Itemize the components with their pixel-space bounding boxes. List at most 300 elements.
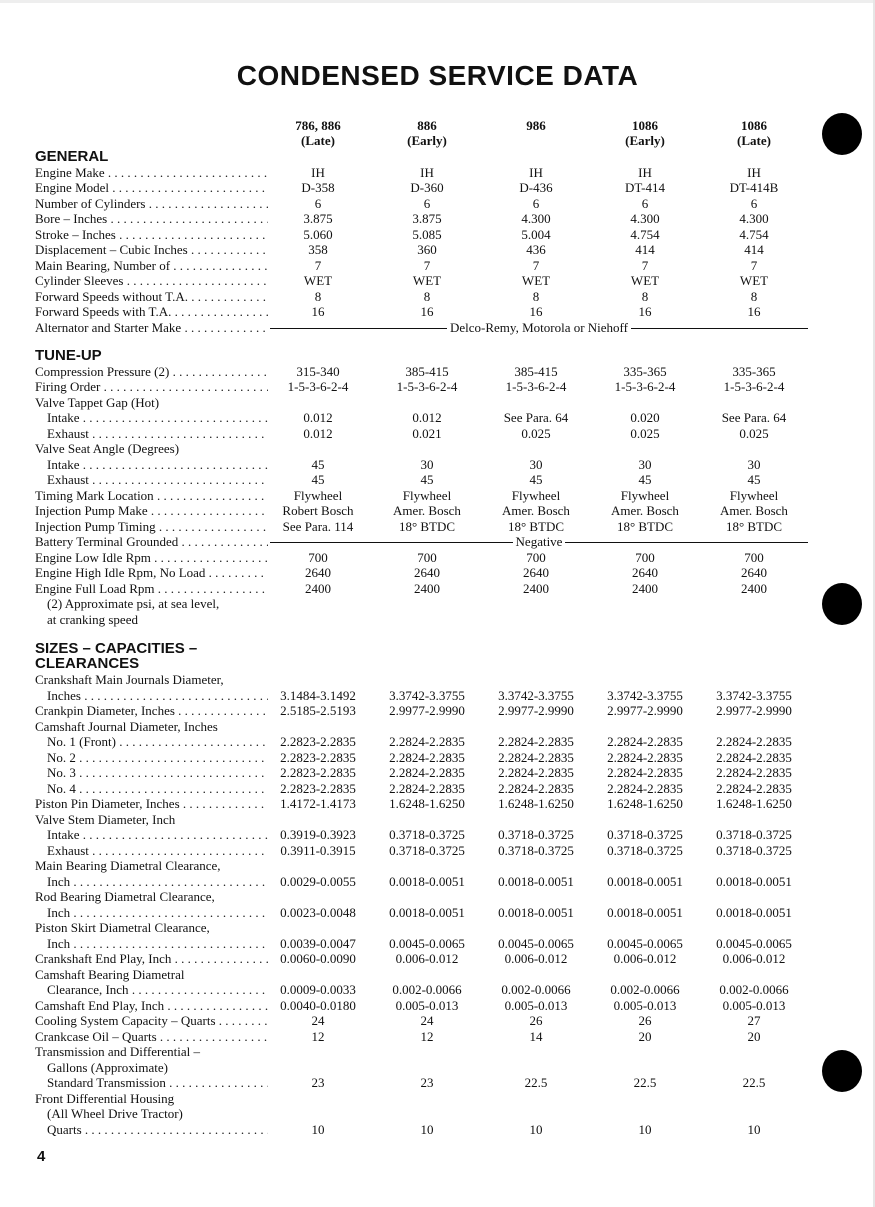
table-row [0, 905, 875, 921]
row-value: 20 [638, 1028, 652, 1044]
table-row [0, 734, 875, 750]
row-label: Cooling System Capacity – Quarts . . . [35, 1013, 268, 1029]
row-label: Engine Make . . . [35, 165, 268, 181]
row-value: 1.4172-1.4173 [280, 796, 356, 811]
row-value: 2.2824-2.2835 [607, 765, 683, 780]
row-label: Main Bearing, Number of . . . [35, 258, 268, 274]
row-value: 2.9977-2.9990 [716, 703, 792, 718]
table-row [0, 672, 875, 688]
row-value: 8 [423, 288, 431, 304]
section-general-heading: GENERAL [35, 148, 109, 165]
table-row [0, 998, 875, 1014]
row-value: 24 [311, 1013, 325, 1028]
table-row [0, 1060, 875, 1076]
row-value: 2.2824-2.2835 [607, 749, 683, 765]
table-row [0, 242, 875, 258]
row-label: Valve Tappet Gap (Hot) [35, 394, 160, 410]
row-value: 414 [635, 242, 655, 257]
table-row [0, 410, 875, 426]
row-value: IH [747, 164, 761, 180]
row-value: 0.3718-0.3725 [498, 842, 574, 858]
table-row [0, 967, 875, 983]
table-row [0, 719, 875, 735]
row-value: 2.2824-2.2835 [607, 780, 683, 796]
row-label: Exhaust . . . [47, 843, 268, 859]
row-value: 7 [641, 257, 649, 273]
row-value: 0.3718-0.3725 [716, 842, 792, 858]
row-value: WET [630, 273, 660, 288]
row-label: Inch . . . [47, 905, 268, 921]
table-row [0, 951, 875, 967]
row-value: 2.2823-2.2835 [280, 749, 356, 765]
row-value: 2.2824-2.2835 [607, 734, 683, 749]
row-value: 7 [423, 257, 431, 273]
row-value: D-360 [410, 180, 444, 195]
row-label: Inch . . . [47, 874, 268, 890]
row-value: 0.0045-0.0065 [607, 935, 683, 951]
row-label: Camshaft Bearing Diametral [35, 966, 185, 982]
row-value: 12 [311, 1028, 325, 1044]
row-value: 18° BTDC [616, 518, 674, 534]
row-label: Inches . . . [47, 688, 268, 704]
row-value: 4.754 [739, 226, 769, 242]
row-label: at cranking speed [47, 611, 138, 627]
row-value: 4.300 [521, 211, 551, 226]
table-row [0, 1013, 875, 1029]
table-row [0, 843, 875, 859]
row-label: Standard Transmission . . . [47, 1075, 268, 1091]
row-value: 23 [311, 1075, 325, 1090]
row-label: Crankpin Diameter, Inches . . . [35, 703, 268, 719]
row-value: 3.875 [303, 211, 333, 226]
row-label: Intake . . . [47, 827, 268, 843]
row-value: 2.2824-2.2835 [716, 749, 792, 765]
table-row [0, 858, 875, 874]
row-value: 700 [417, 549, 437, 565]
column-model: 1086 [632, 118, 658, 133]
binder-hole [822, 1050, 862, 1092]
table-row [0, 472, 875, 488]
row-label: Intake . . . [47, 457, 268, 473]
row-value: Amer. Bosch [611, 503, 679, 518]
row-value: 700 [635, 549, 655, 565]
row-value: 0.006-0.012 [395, 951, 459, 966]
row-value: 30 [529, 456, 543, 472]
row-value: 2.5185-2.5193 [280, 703, 356, 718]
row-value: 2400 [741, 580, 767, 596]
row-value: 0.0045-0.0065 [389, 935, 465, 951]
row-value: 16 [420, 304, 434, 319]
row-label: Crankshaft Main Journals Diameter, [35, 672, 224, 687]
row-value: 0.0060-0.0090 [280, 951, 356, 966]
row-value: 0.3718-0.3725 [498, 827, 574, 842]
row-value: See Para. 114 [282, 518, 354, 534]
row-label: Stroke – Inches . . . [35, 227, 268, 243]
row-value: 7 [750, 257, 758, 273]
row-value: 2.2824-2.2835 [389, 765, 465, 780]
row-value: 0.0045-0.0065 [716, 935, 792, 951]
table-row [0, 920, 875, 936]
row-value: 0.002-0.0066 [610, 982, 680, 997]
row-label: Valve Seat Angle (Degrees) [35, 441, 180, 456]
row-label: Rod Bearing Diametral Clearance, [35, 889, 215, 904]
table-row [0, 936, 875, 952]
row-value: 436 [526, 242, 546, 257]
spanning-value-text: Negative [513, 534, 566, 549]
row-value: 0.0018-0.0051 [716, 904, 792, 920]
table-row [0, 395, 875, 411]
row-value: 45 [311, 472, 325, 487]
row-value: DT-414 [625, 180, 665, 195]
row-label: No. 2 . . . [47, 750, 268, 766]
row-value: 3.1484-3.1492 [280, 687, 356, 703]
row-label: (All Wheel Drive Tractor) [47, 1106, 183, 1121]
table-row [0, 165, 875, 181]
row-value: 6 [314, 195, 322, 211]
row-label: No. 4 . . . [47, 781, 268, 797]
row-value: 2.2824-2.2835 [498, 734, 574, 749]
row-label: Firing Order . . . [35, 379, 268, 395]
row-value: 26 [529, 1013, 543, 1028]
row-value: Flywheel [729, 487, 779, 503]
row-value: 10 [638, 1121, 652, 1137]
table-row [0, 550, 875, 566]
table-row [0, 703, 875, 719]
column-header-3 [481, 118, 591, 133]
row-value: 1-5-3-6-2-4 [505, 379, 567, 394]
row-value: 2.2824-2.2835 [716, 765, 792, 780]
row-value: 26 [638, 1013, 652, 1028]
row-value: 3.875 [412, 211, 442, 226]
row-label: Camshaft End Play, Inch . . . [35, 998, 268, 1014]
row-label: Exhaust . . . [47, 472, 268, 488]
row-value: 18° BTDC [725, 518, 783, 534]
row-value: 0.0018-0.0051 [716, 873, 792, 889]
table-row [0, 457, 875, 473]
table-row [0, 827, 875, 843]
row-value: 0.005-0.013 [613, 997, 677, 1013]
row-value: 2.2824-2.2835 [498, 780, 574, 796]
row-value: 700 [308, 549, 328, 565]
table-row [0, 320, 875, 336]
table-row [0, 1106, 875, 1122]
row-value: 1-5-3-6-2-4 [396, 379, 458, 394]
column-variant: (Late) [301, 133, 335, 148]
row-value: WET [412, 273, 442, 288]
row-value: 385-415 [405, 363, 449, 379]
row-label: No. 3 . . . [47, 765, 268, 781]
table-row [0, 258, 875, 274]
table-row [0, 796, 875, 812]
row-value: 335-365 [623, 363, 667, 379]
row-value: 16 [311, 304, 325, 319]
row-value: 0.006-0.012 [722, 951, 786, 966]
row-value: 0.005-0.013 [722, 997, 786, 1013]
row-value: IH [420, 164, 434, 180]
row-label: Injection Pump Timing . . . [35, 519, 268, 535]
section-tuneup-heading: TUNE-UP [35, 347, 102, 364]
table-row [0, 1122, 875, 1138]
row-value: 8 [314, 288, 322, 304]
row-label: Crankshaft End Play, Inch . . . [35, 951, 268, 967]
row-value: 23 [420, 1075, 434, 1090]
table-row [0, 196, 875, 212]
row-value: DT-414B [729, 180, 779, 195]
row-value: 45 [420, 472, 434, 487]
row-value: 4.300 [739, 211, 769, 226]
row-value: 45 [311, 456, 325, 472]
row-value: 0.025 [630, 425, 660, 441]
row-value: 0.0018-0.0051 [389, 904, 465, 920]
row-value: 2.2824-2.2835 [498, 749, 574, 765]
row-label: Camshaft Journal Diameter, Inches [35, 718, 218, 734]
row-value: 0.005-0.013 [395, 997, 459, 1013]
row-label: Exhaust . . . [47, 426, 268, 442]
table-row [0, 596, 875, 612]
column-model: 986 [526, 118, 546, 133]
page-number: 4 [37, 1148, 46, 1165]
row-value: 1.6248-1.6250 [716, 796, 792, 811]
row-value: Amer. Bosch [393, 503, 461, 518]
row-value: D-358 [301, 180, 335, 195]
row-label: Bore – Inches . . . [35, 211, 268, 227]
column-header-2 [372, 118, 482, 148]
page-title: CONDENSED SERVICE DATA [236, 60, 639, 91]
row-value: 1-5-3-6-2-4 [723, 379, 785, 394]
row-value: 1-5-3-6-2-4 [614, 379, 676, 394]
table-row [0, 1044, 875, 1060]
row-value: 0.3718-0.3725 [389, 842, 465, 858]
spanning-value-text: Delco-Remy, Motorola or Niehoff [447, 320, 631, 335]
row-value: 2.9977-2.9990 [498, 703, 574, 718]
row-value: 0.002-0.0066 [501, 982, 571, 997]
row-value: 4.754 [630, 226, 660, 242]
row-label: Forward Speeds without T.A. . . . [35, 289, 268, 305]
row-value: 0.0018-0.0051 [498, 873, 574, 889]
table-row [0, 612, 875, 628]
row-value: 358 [308, 242, 328, 257]
row-value: 2.2824-2.2835 [389, 749, 465, 765]
row-value: 2.2824-2.2835 [716, 734, 792, 749]
row-value: Amer. Bosch [502, 503, 570, 518]
row-value: 0.3718-0.3725 [389, 827, 465, 842]
row-value: 360 [417, 242, 437, 257]
row-value: 0.012 [303, 410, 333, 425]
row-value: 700 [526, 549, 546, 565]
column-variant: (Early) [625, 133, 665, 148]
row-label: Clearance, Inch . . . [47, 982, 268, 998]
row-value: 3.3742-3.3755 [389, 687, 465, 703]
row-label: Piston Pin Diameter, Inches . . . [35, 796, 268, 812]
row-value: 6 [423, 195, 431, 211]
section-sizes-heading: SIZES – CAPACITIES – [35, 640, 198, 657]
row-value: 0.3919-0.3923 [280, 827, 356, 842]
row-value: 12 [420, 1028, 434, 1044]
row-value: Amer. Bosch [720, 503, 788, 518]
table-row [0, 1091, 875, 1107]
column-header-1 [263, 118, 373, 148]
table-row [0, 874, 875, 890]
row-label: Inch . . . [47, 936, 268, 952]
table-row [0, 982, 875, 998]
row-label: (2) Approximate psi, at sea level, [47, 596, 220, 611]
table-row [0, 1029, 875, 1045]
row-value: 2400 [414, 580, 440, 596]
row-label: Displacement – Cubic Inches . . . [35, 242, 268, 258]
table-row [0, 765, 875, 781]
row-value: 0.0018-0.0051 [607, 873, 683, 889]
row-value: 0.006-0.012 [613, 951, 677, 966]
row-value: 2.2824-2.2835 [716, 780, 792, 796]
column-model: 1086 [741, 118, 767, 133]
row-value: 10 [311, 1121, 325, 1137]
row-value: 1.6248-1.6250 [607, 796, 683, 811]
row-label: Engine Full Load Rpm . . . [35, 581, 268, 597]
row-value: 700 [744, 549, 764, 565]
row-value: 30 [420, 456, 434, 472]
row-value: 5.060 [303, 226, 333, 242]
row-value: 1.6248-1.6250 [389, 796, 465, 811]
row-value: Flywheel [511, 487, 561, 503]
row-value: 5.004 [521, 226, 551, 242]
row-value: 335-365 [732, 363, 776, 379]
table-row [0, 227, 875, 243]
row-value: 2640 [632, 565, 658, 580]
row-value: 1.6248-1.6250 [498, 796, 574, 811]
table-row [0, 519, 875, 535]
row-value: D-436 [519, 180, 553, 195]
row-label: Transmission and Differential – [35, 1044, 201, 1059]
binder-hole [822, 583, 862, 625]
row-label: Compression Pressure (2) . . . [35, 364, 268, 380]
row-value: 0.0018-0.0051 [498, 904, 574, 920]
row-label: Intake . . . [47, 410, 268, 426]
table-row [0, 364, 875, 380]
row-value: 20 [747, 1028, 761, 1044]
row-value: 6 [641, 195, 649, 211]
row-label: Engine Model . . . [35, 180, 268, 196]
row-value: 0.021 [412, 425, 442, 441]
row-value: 10 [747, 1121, 761, 1137]
table-row [0, 688, 875, 704]
row-value: 4.300 [630, 211, 660, 226]
table-row [0, 273, 875, 289]
table-row [0, 426, 875, 442]
row-value: 24 [420, 1013, 434, 1028]
row-value: 8 [532, 288, 540, 304]
scan-top-edge [0, 0, 875, 3]
column-header-5 [699, 118, 809, 148]
row-value: 2640 [414, 565, 440, 580]
row-label: Main Bearing Diametral Clearance, [35, 858, 221, 873]
row-value: 45 [747, 472, 761, 487]
row-label: Battery Terminal Grounded . . . [35, 534, 268, 550]
table-row [0, 534, 875, 550]
row-value: Robert Bosch [282, 503, 354, 518]
row-value: 0.3911-0.3915 [280, 842, 356, 858]
row-value: 0.025 [739, 425, 769, 441]
row-value: 0.0040-0.0180 [280, 997, 356, 1013]
row-value: 10 [420, 1121, 434, 1137]
row-value: 2.2824-2.2835 [389, 780, 465, 796]
row-value: 30 [638, 456, 652, 472]
table-row [0, 581, 875, 597]
row-value: 0.002-0.0066 [392, 982, 462, 997]
row-value: 315-340 [296, 363, 340, 379]
row-value: 7 [532, 257, 540, 273]
row-value: 2.2824-2.2835 [389, 734, 465, 749]
row-value: 7 [314, 257, 322, 273]
row-label: Piston Skirt Diametral Clearance, [35, 920, 210, 935]
row-value: IH [529, 164, 543, 180]
column-model: 786, 886 [295, 118, 341, 133]
row-value: 0.025 [521, 425, 551, 441]
row-value: Flywheel [402, 487, 452, 503]
row-value: 2.2823-2.2835 [280, 734, 356, 749]
row-label: Engine High Idle Rpm, No Load . . . [35, 565, 268, 581]
row-value: 30 [747, 456, 761, 472]
row-value: 2640 [741, 565, 767, 580]
row-value: 0.0018-0.0051 [389, 873, 465, 889]
row-value: 8 [641, 288, 649, 304]
row-value: 14 [529, 1028, 543, 1044]
row-value: 414 [744, 242, 764, 257]
table-row [0, 812, 875, 828]
row-value: 3.3742-3.3755 [716, 687, 792, 703]
row-value: 0.3718-0.3725 [607, 842, 683, 858]
row-label: Engine Low Idle Rpm . . . [35, 550, 268, 566]
row-value: 0.006-0.012 [504, 951, 568, 966]
row-value: 0.0045-0.0065 [498, 935, 574, 951]
table-row [0, 379, 875, 395]
row-value: 2640 [523, 565, 549, 580]
row-value: WET [739, 273, 769, 288]
row-label: No. 1 (Front) . . . [47, 734, 268, 750]
row-value: 22.5 [524, 1075, 548, 1090]
spanning-value [270, 534, 808, 550]
row-value: 2.2823-2.2835 [280, 765, 356, 780]
table-row [0, 889, 875, 905]
row-value: 8 [750, 288, 758, 304]
row-label: Injection Pump Make . . . [35, 503, 268, 519]
row-value: 0.0018-0.0051 [607, 904, 683, 920]
row-value: 2400 [305, 580, 331, 596]
table-row [0, 180, 875, 196]
row-value: 16 [747, 304, 761, 319]
row-value: 45 [529, 472, 543, 487]
row-value: 2.2823-2.2835 [280, 780, 356, 796]
row-value: 1-5-3-6-2-4 [287, 379, 349, 394]
row-label: Alternator and Starter Make . . . [35, 320, 268, 336]
row-value: 0.012 [412, 410, 442, 425]
table-row [0, 503, 875, 519]
row-value: 16 [529, 304, 543, 319]
section-clearances-heading: CLEARANCES [35, 655, 140, 672]
column-variant: (Late) [737, 133, 771, 148]
row-value: 0.0029-0.0055 [280, 873, 356, 889]
table-row [0, 304, 875, 320]
row-value: 0.3718-0.3725 [607, 827, 683, 842]
row-value: IH [638, 164, 652, 180]
row-value: 22.5 [742, 1075, 766, 1090]
row-value: 0.3718-0.3725 [716, 827, 792, 842]
row-value: 0.0039-0.0047 [280, 935, 356, 951]
row-value: See Para. 64 [503, 410, 569, 425]
row-value: 3.3742-3.3755 [498, 687, 574, 703]
row-value: 2400 [523, 580, 549, 596]
row-label: Timing Mark Location . . . [35, 488, 268, 504]
row-label: Valve Stem Diameter, Inch [35, 811, 176, 827]
